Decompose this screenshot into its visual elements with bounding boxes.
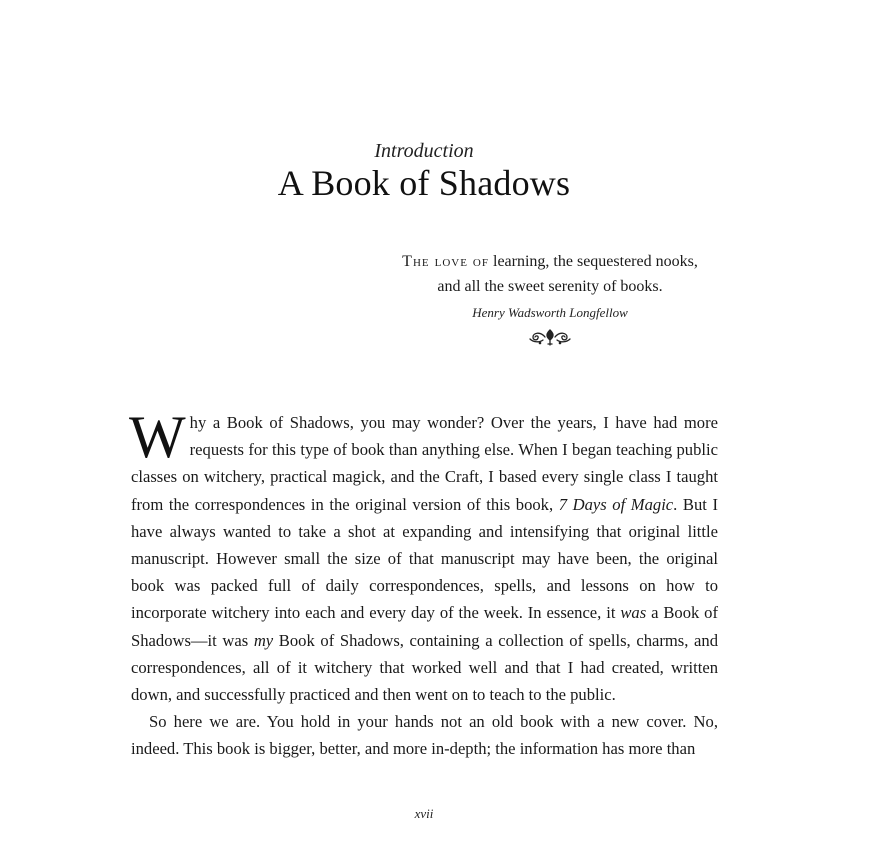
book-title-reference: 7 Days of Magic xyxy=(558,494,674,514)
paragraph-1-part-d: Book of Shadows, containing a collection of spells, charms, and correspondences, all of it witchery that worked well and that I had created, written down, and successfully practiced and then went on to teach to the public. xyxy=(131,630,718,705)
emphasis-was: was xyxy=(620,603,647,623)
paragraph-2: So here we are. You hold in your hands not an old book with a new cover. No, indeed. This book is bigger, better, and more in-depth; the information has more than xyxy=(131,712,718,759)
page-number: xvii xyxy=(414,806,434,821)
chapter-kicker: Introduction xyxy=(374,140,474,162)
epigraph xyxy=(400,249,700,327)
drop-cap: W xyxy=(129,404,186,470)
body-text xyxy=(129,404,719,763)
epigraph-attribution: Henry Wadsworth Longfellow xyxy=(472,305,628,320)
emphasis-my: my xyxy=(253,630,274,650)
epigraph-quote: learning, the sequestered nooks, and all the sweet serenity of books. xyxy=(437,253,698,295)
epigraph-lead: The love of xyxy=(402,253,489,270)
paragraph-1-part-c: a Book of Shadows—it was xyxy=(131,603,719,650)
paragraph-1-part-a: hy a Book of Shadows, you may wonder? Over the years, I have had more requests for this type of book than anything else. When I began teaching public classes on witchery, practical magick, and the Craft, I based every single class I taught from the correspondences in the original version of this book, xyxy=(131,413,718,514)
paragraph-1 xyxy=(129,404,719,708)
paragraph-1-part-b: . But I have always wanted to take a shot at expanding and intensifying that original little manuscript. However small the size of that manuscript may have been, the original book was packed full of daily correspondences, spells, and lessons on how to incorporate witchery into each and every day of the week. In essence, it xyxy=(131,494,718,623)
chapter-title: A Book of Shadows xyxy=(277,163,571,203)
fleuron-ornament-icon xyxy=(527,327,573,347)
